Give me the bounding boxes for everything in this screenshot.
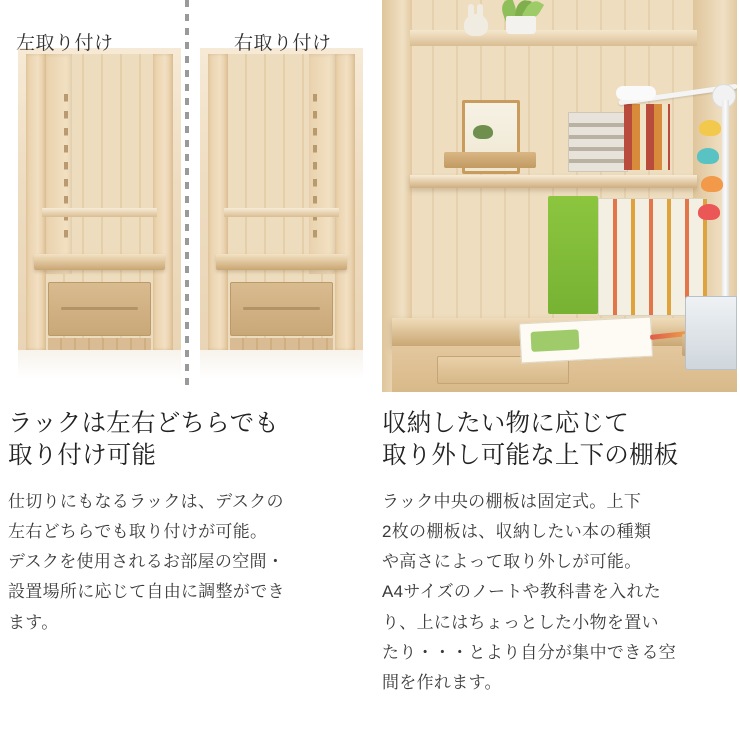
floor-area xyxy=(18,350,181,392)
right-headline xyxy=(382,408,737,473)
open-notebook xyxy=(519,317,653,364)
green-binder xyxy=(548,196,598,314)
right-body-line-5: り、上にはちょっとした小物を置い xyxy=(382,612,659,632)
left-body-line-5: ます。 xyxy=(8,612,59,632)
laptop xyxy=(685,296,737,370)
rack-divider-panel xyxy=(46,54,72,274)
removable-shelf-board xyxy=(410,175,697,188)
cd-case-line xyxy=(569,159,627,163)
right-headline-line-1: 収納したい物に応じて xyxy=(382,410,629,437)
hook-red-icon xyxy=(698,204,720,220)
left-headline-line-1: ラックは左右どちらでも xyxy=(8,410,279,437)
left-body-line-4: 設置場所に応じて自由に調整ができ xyxy=(8,582,285,602)
rack-mount-comparison-photo xyxy=(8,0,363,392)
label-left-mount: 左取り付け xyxy=(16,33,114,54)
display-stand xyxy=(444,152,536,168)
cd-case-line xyxy=(569,123,627,127)
left-headline xyxy=(8,408,363,473)
wall-hooks xyxy=(695,120,731,230)
rack-shelf xyxy=(224,208,339,217)
desk-drawer xyxy=(48,282,151,336)
dotted-divider xyxy=(185,0,189,392)
desk-back-panel xyxy=(230,338,333,350)
rabbit-figurine xyxy=(464,14,488,36)
desk-lamp-head xyxy=(616,86,656,100)
hook-orange-icon xyxy=(701,176,723,192)
desk-back-panel xyxy=(48,338,151,350)
left-body-line-2: 左右どちらでも取り付けが可能。 xyxy=(8,521,268,541)
right-body-line-7: 間を作れます。 xyxy=(382,673,502,693)
right-body-text xyxy=(382,487,737,699)
small-book-row xyxy=(624,104,670,170)
cd-case-line xyxy=(569,135,627,139)
rack-shelf xyxy=(42,208,157,217)
left-body-line-1: 仕切りにもなるラックは、デスクの xyxy=(8,491,284,511)
floor-area xyxy=(200,350,363,392)
left-body-line-3: デスクを使用されるお部屋の空間・ xyxy=(8,552,285,572)
rack-divider-panel xyxy=(309,54,335,274)
left-column xyxy=(8,0,363,638)
rack-side-panel-left xyxy=(208,54,228,350)
cd-case-stack xyxy=(568,112,628,172)
desk-drawer xyxy=(230,282,333,336)
plant-pot xyxy=(506,16,536,34)
rack-side-panel-right xyxy=(153,54,173,350)
left-body-text xyxy=(8,487,363,638)
desk-top xyxy=(216,254,347,270)
rack-photo-right-mount xyxy=(200,48,363,392)
shelf-peg-holes xyxy=(313,94,317,244)
right-column xyxy=(382,0,737,698)
cd-case-line xyxy=(569,147,627,151)
plant-decor xyxy=(492,0,552,34)
label-right-mount: 右取り付け xyxy=(234,33,332,54)
right-body-line-2: 2枚の棚板は、収納したい本の種類 xyxy=(382,521,652,541)
left-headline-line-2: 取り付け可能 xyxy=(8,442,157,470)
hook-teal-icon xyxy=(697,148,719,164)
rack-side-panel-right xyxy=(335,54,355,350)
hook-yellow-icon xyxy=(699,120,721,136)
rack-side-panel-left xyxy=(26,54,46,350)
right-headline-line-2: 取り外し可能な上下の棚板 xyxy=(382,442,679,470)
right-body-line-6: たり・・・とより自分が集中できる空 xyxy=(382,642,677,662)
desk-top xyxy=(34,254,165,270)
rack-photo-left-mount xyxy=(18,48,181,392)
shelf-peg-holes xyxy=(64,94,68,244)
right-body-line-3: や高さによって取り外しが可能。 xyxy=(382,552,642,572)
rack-top-shelf xyxy=(410,30,697,46)
right-body-line-4: A4サイズのノートや教科書を入れた xyxy=(382,582,662,602)
desk-shelf-scene-photo xyxy=(382,0,737,392)
right-body-line-1: ラック中央の棚板は固定式。上下 xyxy=(382,491,642,511)
